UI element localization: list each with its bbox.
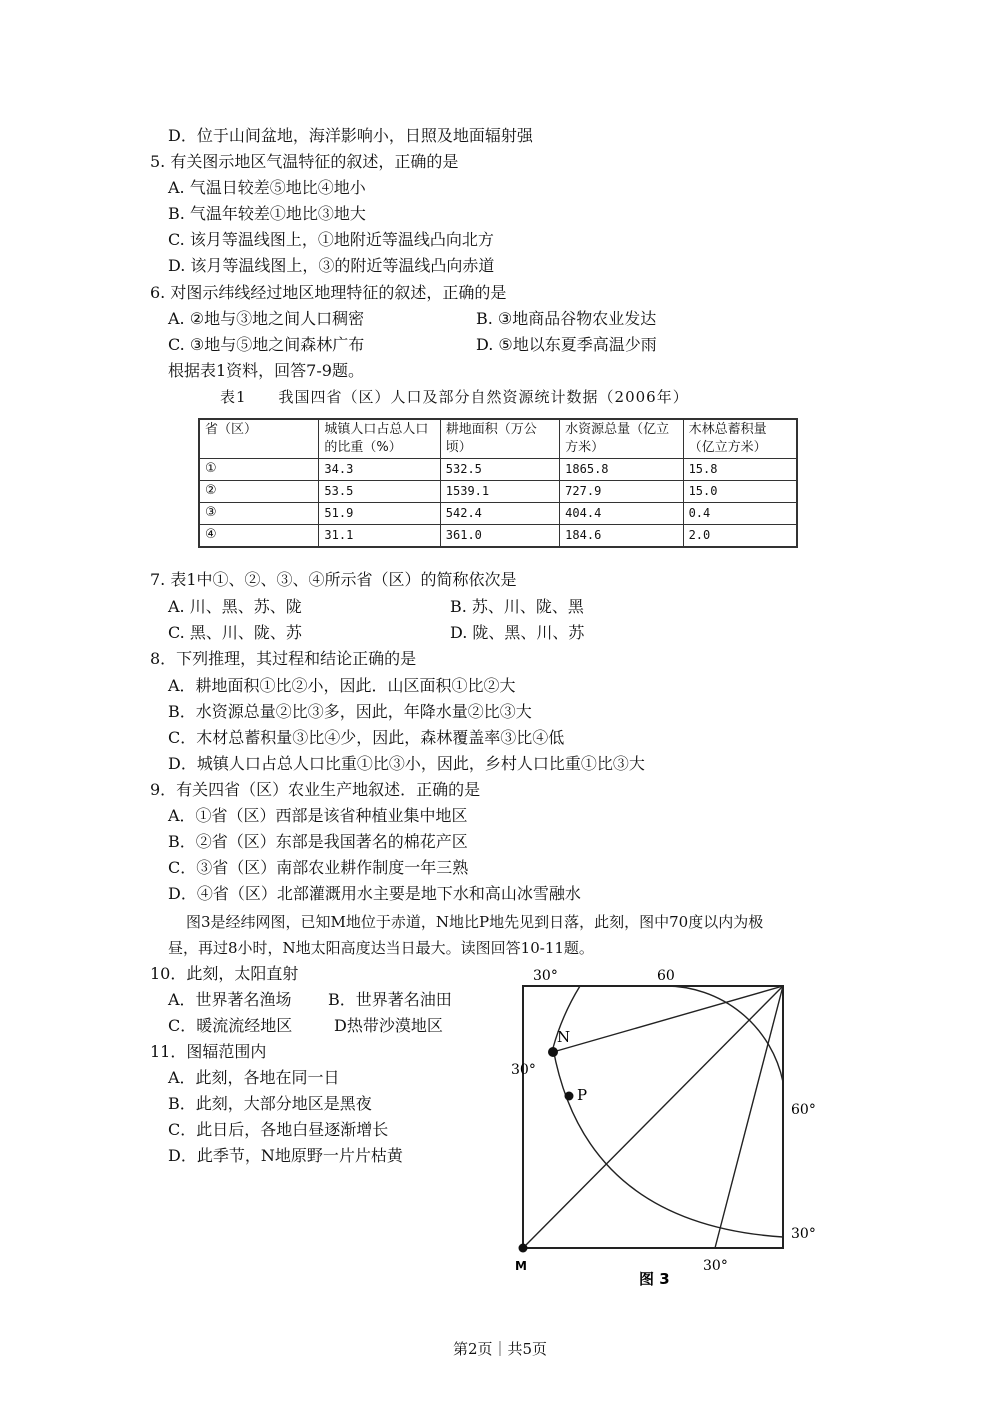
q9-option-b: B．②省（区）东部是我国著名的棉花产区 — [168, 832, 468, 851]
table-row — [199, 525, 797, 547]
q4-option-d: D．位于山间盆地，海洋影响小，日照及地面辐射强 — [168, 126, 533, 145]
q10-option-d: D热带沙漠地区 — [334, 1016, 443, 1035]
table-header: 水资源总量（亿立方米） — [560, 419, 683, 459]
table-cell: 53.5 — [319, 481, 440, 503]
intro-7-9: 根据表1资料，回答7-9题。 — [168, 361, 364, 380]
table-cell: 51.9 — [319, 503, 440, 525]
q7-option-d: D. 陇、黑、川、苏 — [450, 623, 585, 642]
table-header: 木林总蓄积量（亿立方米） — [683, 419, 797, 459]
table-header-row — [199, 419, 797, 459]
table-cell: ③ — [199, 503, 319, 525]
question-9: 9．有关四省（区）农业生产地叙述．正确的是 — [150, 780, 481, 799]
table-cell: 1865.8 — [560, 459, 683, 481]
label-right-mid: 60° — [791, 1102, 816, 1118]
table-cell: ① — [199, 459, 319, 481]
q5-option-c: C. 该月等温线图上，①地附近等温线凸向北方 — [168, 230, 494, 249]
label-m: M — [515, 1259, 527, 1273]
figure-caption: 图 3 — [639, 1270, 670, 1288]
figure-3-graticule — [505, 964, 825, 1294]
table-caption: 表1 我国四省（区）人口及部分自然资源统计数据（2006年） — [220, 388, 689, 406]
q9-option-c: C．③省（区）南部农业耕作制度一年三熟 — [168, 858, 469, 877]
q5-option-d: D. 该月等温线图上，③的附近等温线凸向赤道 — [168, 256, 495, 275]
q8-option-b: B．水资源总量②比③多，因此，年降水量②比③大 — [168, 702, 532, 721]
table-cell: 2.0 — [683, 525, 797, 547]
table-cell: 532.5 — [440, 459, 559, 481]
q6-option-d: D. ⑤地以东夏季高温少雨 — [476, 335, 657, 354]
table-cell: 15.0 — [683, 481, 797, 503]
label-p: P — [577, 1086, 588, 1104]
table-cell: 0.4 — [683, 503, 797, 525]
q6-option-c: C. ③地与⑤地之间森林广布 — [168, 335, 365, 354]
label-n: N — [557, 1028, 571, 1046]
q11-option-b: B．此刻，大部分地区是黑夜 — [168, 1094, 372, 1113]
question-5: 5. 有关图示地区气温特征的叙述，正确的是 — [150, 152, 459, 171]
label-top: 60 — [657, 968, 675, 984]
q5-option-b: B. 气温年较差①地比③地大 — [168, 204, 366, 223]
point-n-marker — [548, 1047, 558, 1057]
table-row — [199, 459, 797, 481]
q10-option-b: B．世界著名油田 — [328, 990, 452, 1009]
page-footer: 第2页｜共5页 — [452, 1340, 548, 1358]
q7-option-c: C. 黑、川、陇、苏 — [168, 623, 302, 642]
label-top-left: 30° — [533, 968, 558, 984]
table-header: 省（区） — [199, 419, 319, 459]
meridian-line — [715, 986, 783, 1248]
meridian-line — [523, 986, 783, 1248]
label-bottom: 30° — [703, 1258, 728, 1274]
table-header: 耕地面积（万公顷） — [440, 419, 559, 459]
table-row — [199, 481, 797, 503]
label-right-bottom: 30° — [791, 1226, 816, 1242]
question-11: 11．图辐范围内 — [150, 1042, 267, 1061]
q6-option-b: B. ③地商品谷物农业发达 — [476, 309, 657, 328]
question-7: 7. 表1中①、②、③、④所示省（区）的简称依次是 — [150, 570, 517, 589]
q11-option-d: D．此季节，N地原野一片片枯黄 — [168, 1146, 403, 1165]
label-left: 30° — [511, 1062, 536, 1078]
point-p-marker — [565, 1092, 574, 1101]
question-10: 10．此刻，太阳直射 — [150, 964, 299, 983]
table-cell: 15.8 — [683, 459, 797, 481]
q8-option-c: C．木材总蓄积量③比④少，因此，森林覆盖率③比④低 — [168, 728, 565, 747]
table-row — [199, 503, 797, 525]
table-cell: 34.3 — [319, 459, 440, 481]
table-cell: 404.4 — [560, 503, 683, 525]
latitude-arc-30 — [553, 1048, 783, 1237]
q10-option-c: C．暖流流经地区 — [168, 1016, 293, 1035]
q5-option-a: A. 气温日较差⑤地比④地小 — [168, 178, 366, 197]
table-cell: 361.0 — [440, 525, 559, 547]
q10-option-a: A．世界著名渔场 — [168, 990, 292, 1009]
table-cell: 1539.1 — [440, 481, 559, 503]
table-cell: 184.6 — [560, 525, 683, 547]
point-m-marker — [519, 1244, 528, 1253]
q11-option-c: C．此日后，各地白昼逐渐增长 — [168, 1120, 389, 1139]
table-cell: ④ — [199, 525, 319, 547]
statistics-table — [198, 418, 798, 548]
q9-option-a: A．①省（区）西部是该省种植业集中地区 — [168, 806, 468, 825]
q8-option-d: D．城镇人口占总人口比重①比③小，因此，乡村人口比重①比③大 — [168, 754, 645, 773]
table-header: 城镇人口占总人口的比重（%） — [319, 419, 440, 459]
q7-option-a: A. 川、黑、苏、陇 — [168, 597, 302, 616]
table-cell: 31.1 — [319, 525, 440, 547]
table-cell: 727.9 — [560, 481, 683, 503]
q6-option-a: A. ②地与③地之间人口稠密 — [168, 309, 365, 328]
q8-option-a: A．耕地面积①比②小，因此．山区面积①比②大 — [168, 676, 516, 695]
intro-10-11-line2: 昼，再过8小时，N地太阳高度达当日最大。读图回答10-11题。 — [168, 939, 594, 957]
latitude-arc-60 — [665, 986, 783, 1082]
q7-option-b: B. 苏、川、陇、黑 — [450, 597, 584, 616]
table-cell: ② — [199, 481, 319, 503]
question-6: 6. 对图示纬线经过地区地理特征的叙述，正确的是 — [150, 283, 507, 302]
q9-option-d: D．④省（区）北部灌溉用水主要是地下水和高山冰雪融水 — [168, 884, 581, 903]
table-cell: 542.4 — [440, 503, 559, 525]
intro-10-11-line1: 图3是经纬网图，已知M地位于赤道，N地比P地先见到日落，此刻，图中70度以内为极 — [186, 913, 764, 931]
question-8: 8．下列推理，其过程和结论正确的是 — [150, 649, 417, 668]
q11-option-a: A．此刻，各地在同一日 — [168, 1068, 340, 1087]
